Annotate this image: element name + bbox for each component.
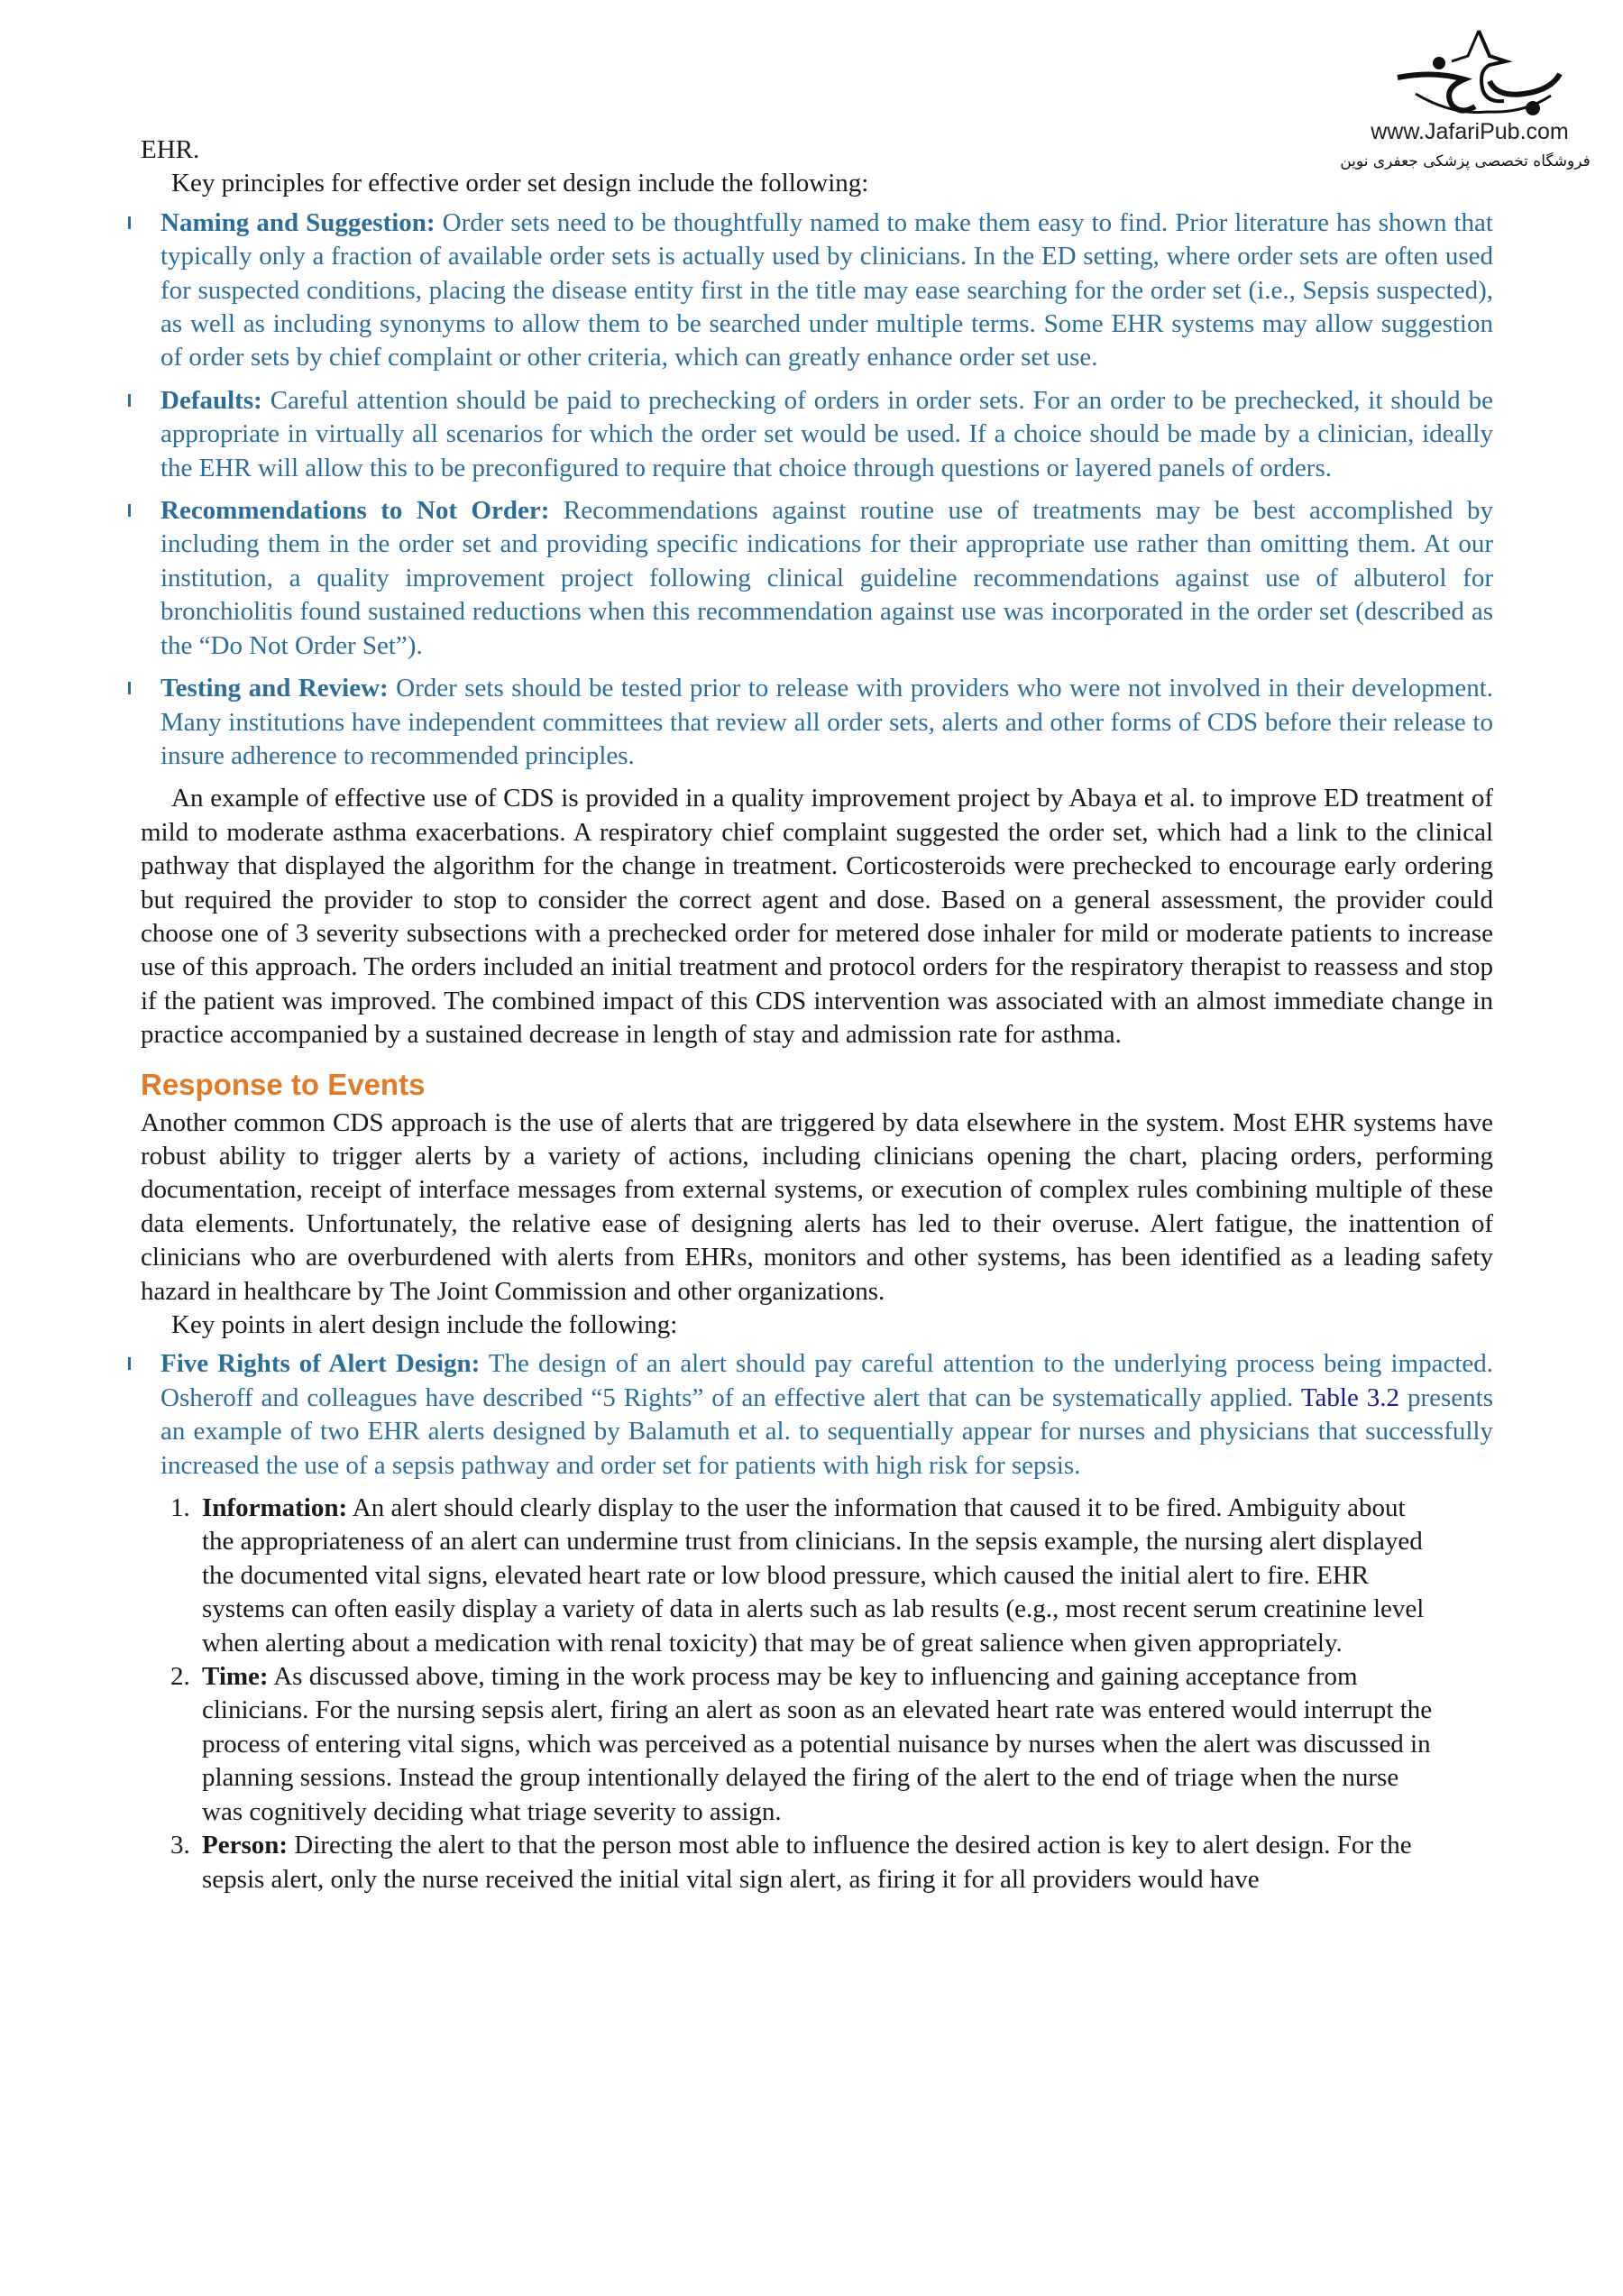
- list-item: [141, 1347, 1493, 1483]
- bullet-marker-icon: [128, 504, 131, 517]
- table-reference-link[interactable]: Table 3.2: [1300, 1382, 1400, 1412]
- right-text: As discussed above, timing in the work process may be key to influencing and gaining acceptance from clinicians. For the nursing sepsis alert, firing an alert as soon as an elevated heart rate was entered would interrupt the process of entering vital signs, which was perceived as a potential nuisance by nurses when the alert was discussed in planning sessions. Instead the group intentionally delayed the firing of the alert to the end of triage when the nurse was cognitively deciding what triage severity to assign.: [202, 1662, 1433, 1826]
- bullet-marker-icon: [128, 216, 131, 229]
- section-heading: Response to Events: [141, 1067, 426, 1101]
- continuation-text: EHR.: [141, 135, 200, 164]
- list-item: [197, 1829, 1441, 1896]
- list-item: [141, 207, 1493, 375]
- publisher-tagline: فروشگاه تخصصی پزشکی جعفری نوین: [1340, 152, 1591, 170]
- events-paragraph: Another common CDS approach is the use of alerts that are triggered by data elsewhere in the system. Most EHR systems have robust ability to trigger alerts by a variety of actions, including clinicians opening the chart, placing orders, performing documentation, receipt of interface messages from external systems, or execution of complex rules combining multiple of these data elements. Unfortunately, the relative ease of designing alerts has led to their overuse. Alert fatigue, the inattention of clinicians who are overburdened with alerts from EHRs, monitors and other systems, has been identified as a leading safety hazard in healthcare by The Joint Commission and other organizations.: [141, 1107, 1493, 1306]
- list-item: [141, 384, 1493, 485]
- principle-title: Recommendations to Not Order:: [160, 496, 550, 526]
- principle-text: The design of an alert should pay careful attention to the underlying process being impacted. Osheroff and colleagues have described “5 Rights” of an effective alert that can be systematically applied.: [160, 1349, 1493, 1412]
- right-title: Information:: [202, 1493, 348, 1523]
- order-set-principles-list: [141, 207, 1493, 774]
- principle-text: Order sets should be tested prior to release with providers who were not involved in their development. Many institutions have independent committees that review all order sets, alerts and other forms of CDS before their release to insure adherence to recommended principles.: [160, 674, 1494, 770]
- principle-text: Recommendations against routine use of treatments may be best accomplished by including them in the order set and providing specific indications for their appropriate use rather than omitting them. At our institution, a quality improvement project following clinical guideline recommendations against use of albuterol for bronchiolitis found sustained reductions when this recommendation against use was incorporated in the order set (described as the “Do Not Order Set”).: [160, 496, 1493, 660]
- right-title: Time:: [202, 1662, 269, 1692]
- right-title: Person:: [202, 1831, 289, 1860]
- list-item: [197, 1492, 1441, 1660]
- bullet-marker-icon: [128, 394, 131, 407]
- document-page: [141, 133, 1493, 1896]
- principle-title: Five Rights of Alert Design:: [160, 1349, 481, 1379]
- asthma-example-paragraph: An example of effective use of CDS is provided in a quality improvement project by Abaya et al. to improve ED treatment of mild to moderate asthma exacerbations. A respiratory chief complaint suggested the order set, which had a link to the clinical pathway that displayed the algorithm for the change in treatment. Corticosteroids were prechecked to encourage early ordering but required the provider to stop to consider the correct agent and dose. Based on a general assessment, the provider could choose one of 3 severity subsections with a prechecked order for metered dose inhaler for mild or moderate patients to increase use of this approach. The orders included an initial treatment and protocol orders for the respiratory therapist to reassess and stop if the patient was improved. The combined impact of this CDS intervention was associated with an almost immediate change in practice accompanied by a sustained decrease in length of stay and admission rate for asthma.: [141, 784, 1493, 1050]
- principle-title: Defaults:: [160, 385, 262, 415]
- list-item: [141, 494, 1493, 663]
- publisher-url: www.JafariPub.com: [1371, 119, 1569, 144]
- principle-text: presents an example of two EHR alerts designed by Balamuth et al. to sequentially appear for nurses and physicians that successfully increased the use of a sepsis pathway and order set for patients with high risk for sepsis.: [160, 1382, 1493, 1480]
- principle-text: Order sets need to be thoughtfully named to make them easy to find. Prior literature has shown that typically only a fraction of available order sets is actually used by clinicians. In the ED setting, where order sets are often used for suspected conditions, placing the disease entity first in the title may ease searching for the order set (i.e., Sepsis suspected), as well as including synonyms to allow them to be searched under multiple terms. Some EHR systems may allow suggestion of order sets by chief complaint or other criteria, which can greatly enhance order set use.: [160, 207, 1493, 372]
- alert-intro: Key points in alert design include the following:: [171, 1310, 678, 1339]
- list-item: [197, 1660, 1441, 1829]
- list-item: [141, 672, 1493, 773]
- bullet-marker-icon: [128, 682, 131, 694]
- jafaripub-calligraphy-icon: [1389, 25, 1569, 124]
- principle-text: Careful attention should be paid to prechecking of orders in order sets. For an order to be prechecked, it should be appropriate in virtually all scenarios for which the order set would be used. If a choice should be made by a clinician, ideally the EHR will allow this to be preconfigured to require that choice through questions or layered panels of orders.: [160, 385, 1493, 482]
- order-set-intro: Key principles for effective order set design include the following:: [171, 169, 869, 198]
- five-rights-list: [141, 1492, 1441, 1896]
- bullet-marker-icon: [128, 1357, 131, 1370]
- principle-title: Naming and Suggestion:: [160, 207, 436, 237]
- right-text: An alert should clearly display to the user the information that caused it to be fired. Ambiguity about the appropriateness of an alert can undermine trust from clinicians. In the sepsis example, the nursing alert displayed the documented vital signs, elevated heart rate or low blood pressure, which caused the initial alert to fire. EHR systems can often easily display a variety of data in alerts such as lab results (e.g., most recent serum creatinine level when alerting about a medication with renal toxicity) that may be of great salience when given appropriately.: [202, 1493, 1425, 1658]
- right-text: Directing the alert to that the person most able to influence the desired action is key to alert design. For the sepsis alert, only the nurse received the initial vital sign alert, as firing it for all providers would have: [202, 1831, 1412, 1894]
- principle-title: Testing and Review:: [160, 674, 389, 703]
- alert-principles-list: [141, 1347, 1493, 1483]
